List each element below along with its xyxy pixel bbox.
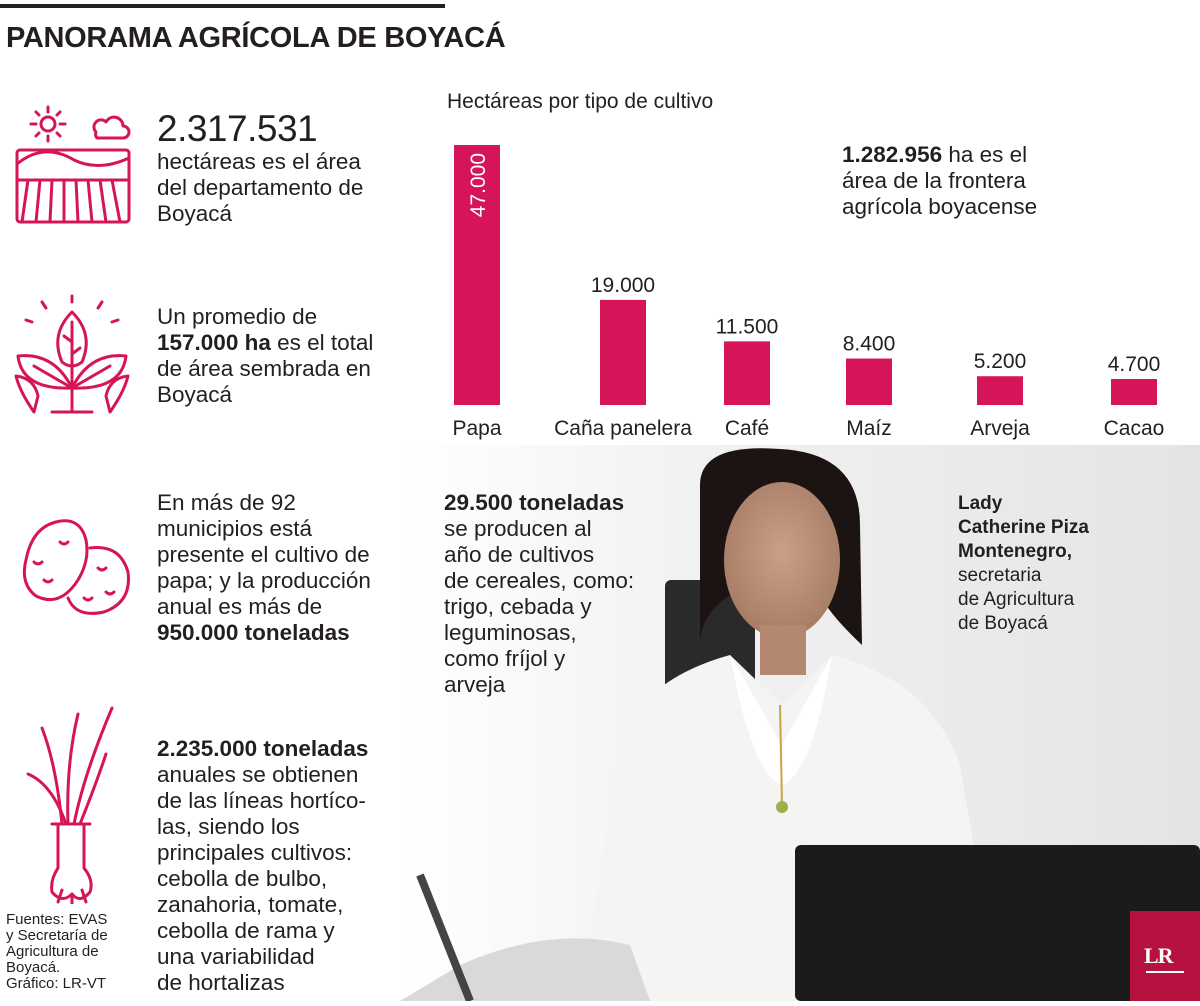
frontier-note: 1.282.956 ha es el área de la frontera agrícola boyacense bbox=[842, 142, 1038, 219]
bar-value-label: 47.000 bbox=[467, 153, 490, 218]
sources-note: Fuentes: EVAS y Secretaría de Agricultura de Boyacá. Gráfico: LR-VT bbox=[6, 911, 108, 992]
bar-café bbox=[724, 341, 770, 405]
caption-role: secretaria de Agricultura de Boyacá bbox=[958, 565, 1075, 634]
photo-caption bbox=[958, 492, 1158, 636]
potato-production-value: 950.000 toneladas bbox=[157, 620, 350, 645]
chart-title: Hectáreas por tipo de cultivo bbox=[447, 90, 714, 113]
category-label: Caña panelera bbox=[554, 417, 692, 440]
bar-caña-panelera bbox=[600, 300, 646, 405]
area-total-number: 2.317.531 bbox=[157, 108, 318, 149]
area-total-text: hectáreas es el área del departamento de Boyacá bbox=[157, 149, 364, 226]
category-label: Cacao bbox=[1103, 417, 1165, 440]
farm-field-icon bbox=[14, 102, 132, 224]
page-title: PANORAMA AGRÍCOLA DE BOYACÁ bbox=[6, 22, 506, 54]
category-label: Maíz bbox=[846, 417, 892, 440]
bar-value-label: 19.000 bbox=[590, 273, 656, 297]
bar-cacao bbox=[1111, 379, 1157, 405]
lr-logo: LR bbox=[1130, 911, 1200, 1001]
caption-name: Lady Catherine Piza Montenegro, bbox=[958, 493, 1089, 562]
potato-text: En más de 92 municipios está presente el cultivo de papa; y la producción anual es más de 950.000 toneladas bbox=[157, 490, 371, 645]
category-label: Café bbox=[724, 417, 770, 440]
frontier-value: 1.282.956 bbox=[842, 142, 943, 167]
potato-icon bbox=[20, 514, 132, 618]
bar-chart bbox=[440, 120, 1200, 450]
horticulture-text: 2.235.000 toneladas anuales se obtienen de las líneas hortíco- las, siendo los principales cultivos: cebolla de bulbo, zanahoria, tomate, cebolla de rama y una variabilidad de hortalizas bbox=[157, 736, 369, 995]
cereals-note: 29.500 toneladas se producen al año de cultivos de cereales, como: trigo, cebada y leguminosas, como fríjol y arveja bbox=[444, 490, 635, 697]
bar-arveja bbox=[977, 376, 1023, 405]
category-label: Arveja bbox=[970, 417, 1030, 440]
bar-value-label: 8.400 bbox=[842, 332, 896, 356]
bar-maíz bbox=[846, 359, 892, 405]
bar-value-label: 11.500 bbox=[715, 315, 779, 339]
bar-value-label: 4.700 bbox=[1107, 353, 1161, 376]
bar-value-label: 5.200 bbox=[973, 350, 1027, 374]
horticulture-value: 2.235.000 toneladas bbox=[157, 736, 369, 761]
sown-area-value: 157.000 ha bbox=[157, 330, 271, 355]
sown-area-text: Un promedio de 157.000 ha es el total de área sembrada en Boyacá bbox=[157, 304, 374, 407]
plant-sprout-icon bbox=[12, 292, 132, 416]
header-rule bbox=[0, 4, 445, 8]
cereals-value: 29.500 toneladas bbox=[444, 490, 625, 515]
leek-onion-icon bbox=[22, 704, 122, 904]
category-label: Papa bbox=[452, 417, 502, 440]
